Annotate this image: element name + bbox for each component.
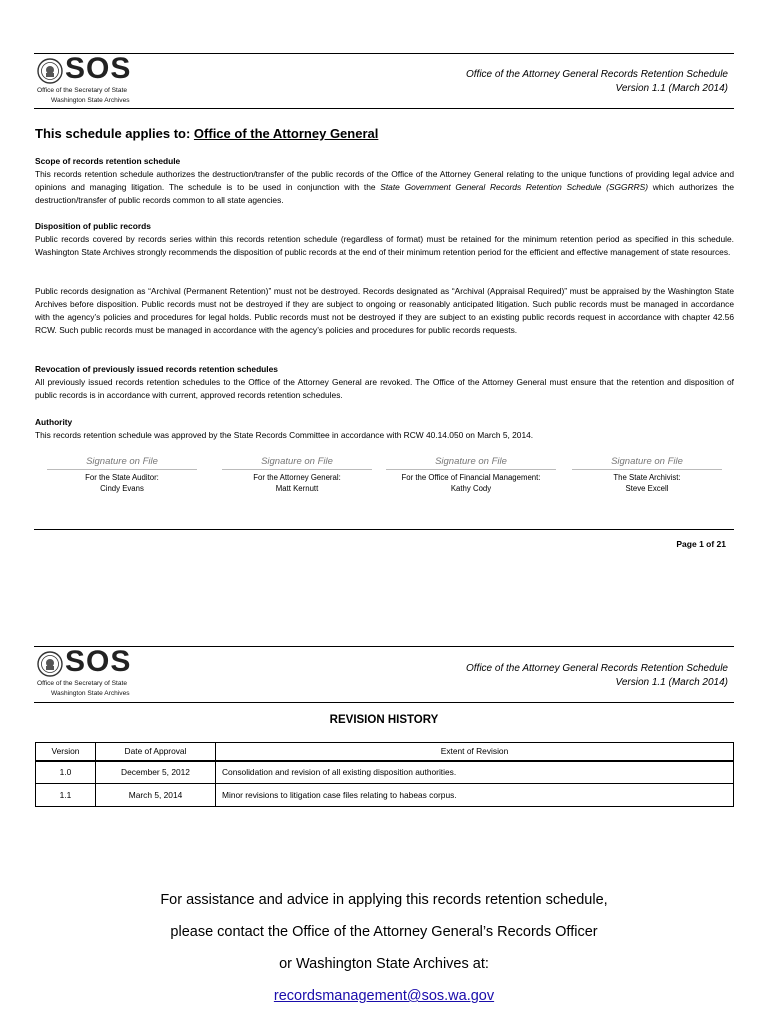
signatory-name: Matt Kernutt — [275, 483, 319, 493]
signature-state-archivist — [572, 456, 722, 494]
logo-wordmark: SOS — [65, 52, 132, 85]
disposition-section — [35, 220, 734, 259]
applies-prefix: This schedule applies to: — [35, 126, 194, 141]
schedule-header — [466, 662, 728, 689]
signature-on-file: Signature on File — [572, 456, 722, 470]
disposition-para1: Public records covered by records series within this records retention schedule (regardless of format) must be retained for the minimum retention period as specified in this schedule. Washington State Archives strongly recommends the disposition of public records at the end of their minimum retention period for the efficient and effective management of state resources. — [35, 234, 734, 257]
logo-subtitle: Office of the Secretary of State — [37, 680, 128, 687]
signature-auditor — [47, 456, 197, 494]
applies-org: Office of the Attorney General — [193, 126, 379, 141]
signature-on-file: Signature on File — [222, 456, 372, 470]
column-header-version: Version — [36, 743, 96, 761]
signature-on-file: Signature on File — [386, 456, 556, 470]
signature-attorney-general — [222, 456, 372, 494]
header-bottom-rule — [34, 108, 734, 109]
sos-logo — [37, 52, 157, 106]
table-header-row — [36, 743, 734, 761]
signatory-role: For the State Auditor: — [85, 473, 159, 482]
contact-line1: For assistance and advice in applying this records retention schedule, — [160, 892, 608, 908]
cell-extent: Minor revisions to litigation case files relating to habeas corpus. — [216, 784, 734, 807]
cell-version: 1.0 — [36, 761, 96, 784]
schedule-version: Version 1.1 (March 2014) — [615, 82, 728, 94]
logo-archives: Washington State Archives — [51, 97, 130, 104]
contact-block — [0, 884, 768, 1012]
authority-heading: Authority — [35, 417, 73, 427]
cell-date: December 5, 2012 — [96, 761, 216, 784]
logo-archives: Washington State Archives — [51, 690, 130, 697]
cell-extent: Consolidation and revision of all existing disposition authorities. — [216, 761, 734, 784]
contact-line3: or Washington State Archives at: — [279, 956, 489, 972]
signatory-role: For the Office of Financial Management: — [401, 473, 541, 482]
state-seal-icon — [37, 58, 63, 84]
logo-subtitle: Office of the Secretary of State — [37, 87, 128, 94]
schedule-header — [466, 68, 728, 95]
schedule-version: Version 1.1 (March 2014) — [615, 676, 728, 688]
revision-history-table — [35, 742, 734, 807]
disposition-para2: Public records designation as “Archival (Permanent Retention)” must not be destroyed. Records designated as “Archival (Appraisal Required)” must be appraised by the Washington State Archives before disposition. Public records must not be destroyed if they are subject to ongoing or reasonably anticipated litigation. Such public records must be managed in accordance with the agency’s policies and procedures for legal holds. Public records must not be destroyed if they are subject to an existing public records request in accordance with chapter 42.56 RCW. Such public records must be managed in accordance with the agency’s policies and procedures for public records requests. — [35, 286, 734, 335]
table-row — [36, 784, 734, 807]
state-seal-icon — [37, 651, 63, 677]
page1-top-rule — [34, 53, 734, 54]
scope-section — [35, 155, 734, 207]
logo-wordmark: SOS — [65, 645, 132, 678]
contact-email-link[interactable]: recordsmanagement@sos.wa.gov — [273, 988, 495, 1004]
scope-heading: Scope of records retention schedule — [35, 156, 181, 166]
signatory-name: Steve Excell — [625, 483, 669, 493]
cell-version: 1.1 — [36, 784, 96, 807]
authority-text: This records retention schedule was approved by the State Records Committee in accordance with RCW 40.14.050 on March 5, 2014. — [35, 430, 534, 440]
signature-on-file: Signature on File — [47, 456, 197, 470]
signatory-name: Kathy Cody — [450, 483, 492, 493]
schedule-title: Office of the Attorney General Records Retention Schedule — [466, 663, 728, 674]
signatory-role: For the Attorney General: — [253, 473, 341, 482]
disposition-para2-block — [35, 285, 734, 337]
column-header-extent: Extent of Revision — [216, 743, 734, 761]
page-number: Page 1 of 21 — [676, 539, 726, 549]
schedule-title: Office of the Attorney General Records Retention Schedule — [466, 69, 728, 80]
cell-date: March 5, 2014 — [96, 784, 216, 807]
revocation-section — [35, 363, 734, 402]
revocation-heading: Revocation of previously issued records retention schedules — [35, 364, 278, 374]
authority-section — [35, 416, 734, 442]
column-header-date: Date of Approval — [96, 743, 216, 761]
applies-to-heading — [35, 126, 378, 141]
revision-history-title: REVISION HISTORY — [329, 714, 439, 726]
signature-financial-management — [386, 456, 556, 494]
scope-text: This records retention schedule authorizes the destruction/transfer of the public records of the Office of the Attorney General relating to the unique functions of providing legal advice and opinions and managing litigation. The schedule is to be used in conjunction with the State Government General Records Retention Schedule (SGGRRS) which authorizes the destruction/transfer of public records common to all state agencies. — [35, 169, 734, 205]
page2-header-bottom-rule — [34, 702, 734, 703]
disposition-heading: Disposition of public records — [35, 221, 151, 231]
signatory-role: The State Archivist: — [613, 473, 681, 482]
signatory-name: Cindy Evans — [100, 483, 144, 493]
revocation-text: All previously issued records retention schedules to the Office of the Attorney General are revoked. The Office of the Attorney General must ensure that the retention and disposition of public records is in accordance with current, approved records retention schedules. — [35, 377, 734, 400]
contact-line2: please contact the Office of the Attorney General’s Records Officer — [170, 924, 598, 940]
sos-logo — [37, 645, 157, 699]
table-row — [36, 761, 734, 784]
page1-footer-rule — [34, 529, 734, 530]
page2-top-rule — [34, 646, 734, 647]
